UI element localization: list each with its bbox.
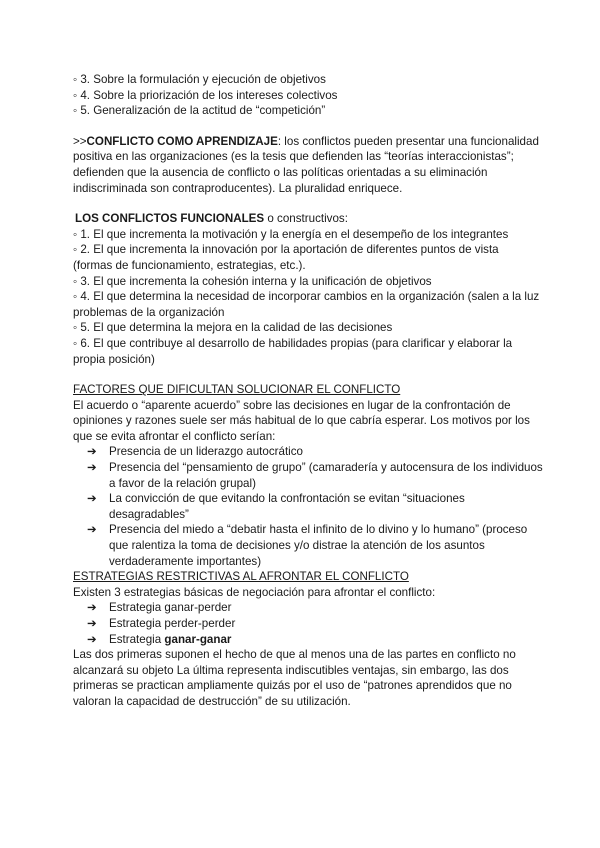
list-item: ◦ 5. El que determina la mejora en la calidad de las decisiones <box>73 321 393 335</box>
funcionales-section <box>73 211 543 367</box>
funcionales-title: LOS CONFLICTOS FUNCIONALES <box>75 212 265 226</box>
list-item: ◦ 1. El que incrementa la motivación y la energía en el desempeño de los integrantes <box>73 227 509 241</box>
paragraph-line: Las dos primeras suponen el hecho de que al menos una de las partes en conflicto no <box>73 648 516 662</box>
list-item: ➔ Presencia del “pensamiento de grupo” (camaradería y autocensura de los individuos a favor de la relación grupal) <box>87 461 543 490</box>
paragraph-line: defienden que la ausencia de conflicto o las políticas orientadas a su eliminación <box>73 165 488 179</box>
paragraph-line: El acuerdo o “aparente acuerdo” sobre las decisiones en lugar de la confrontación de <box>73 398 511 412</box>
list-item: (formas de funcionamiento, estrategias, etc.). <box>73 258 306 272</box>
list-item: ➔ Estrategia perder-perder <box>87 617 236 630</box>
aprendizaje-paragraph <box>73 134 543 196</box>
arrow-icon: ➔ <box>87 632 97 646</box>
paragraph-line: primeras se practican ampliamente quizás por el uso de “patrones aprendidos que no <box>73 679 512 693</box>
emphasis: ganar-ganar <box>164 632 232 646</box>
estrategias-heading: ESTRATEGIAS RESTRICTIVAS AL AFRONTAR EL CONFLICTO <box>73 570 409 584</box>
list-item: problemas de la organización <box>73 305 225 319</box>
list-item: ➔ Presencia de un liderazgo autocrático <box>87 445 303 459</box>
estrategias-section <box>73 569 543 709</box>
arrow-icon: ➔ <box>87 601 97 615</box>
paragraph-line: valoran la capacidad de destrucción” de su utilización. <box>73 694 351 708</box>
paragraph-line: : los conflictos pueden presentar una funcionalidad <box>277 134 539 148</box>
list-item: ➔ Presencia del miedo a “debatir hasta el infinito de lo divino y lo humano” (proceso que ralentiza la toma de decisiones y/o distrae la atención de los asuntos verdaderamente importantes) <box>87 523 528 568</box>
paragraph-line: Existen 3 estrategias básicas de negociación para afrontar el conflicto: <box>73 585 436 599</box>
list-item: ➔ Estrategia ganar-ganar <box>87 632 232 646</box>
arrow-icon: ➔ <box>87 461 97 475</box>
document-body <box>73 72 543 710</box>
paragraph-line: opiniones y razones suele ser más habitual de lo que cabría esperar. Los motivos por los <box>73 414 530 428</box>
list-item: ◦ 2. El que incrementa la innovación por la aportación de diferentes puntos de vista <box>73 243 499 257</box>
factores-section <box>73 382 543 569</box>
list-item: ◦ 4. Sobre la priorización de los intereses colectivos <box>73 88 338 102</box>
list-item: ◦ 6. El que contribuye al desarrollo de habilidades propias (para clarificar y elaborar la <box>73 336 513 350</box>
list-item: ◦ 4. El que determina la necesidad de incorporar cambios en la organización (salen a la luz <box>73 290 540 304</box>
aprendizaje-title: CONFLICTO COMO APRENDIZAJE <box>86 134 278 148</box>
list-item: ➔ La convicción de que evitando la confrontación se evitan “situaciones desagradables” <box>87 492 465 521</box>
list-item: ◦ 3. El que incrementa la cohesión interna y la unificación de objetivos <box>73 274 432 288</box>
paragraph-line: indiscriminada son contraproducentes). La pluralidad enriquece. <box>73 181 403 195</box>
list-item: ◦ 5. Generalización de la actitud de “competición” <box>73 104 326 118</box>
list-item: propia posición) <box>73 352 155 366</box>
paragraph-line: positiva en las organizaciones (es la tesis que defienden las “teorías interaccionistas”; <box>73 150 514 164</box>
paragraph-line: que se evita afrontar el conflicto serían: <box>73 429 276 443</box>
funcionales-title-suffix: o constructivos: <box>264 212 348 226</box>
aprendizaje-prefix: >> <box>73 134 87 148</box>
list-item: ◦ 3. Sobre la formulación y ejecución de objetivos <box>73 73 326 86</box>
factores-heading: FACTORES QUE DIFICULTAN SOLUCIONAR EL CONFLICTO <box>73 383 401 397</box>
arrow-icon: ➔ <box>87 617 97 630</box>
arrow-icon: ➔ <box>87 523 97 537</box>
arrow-icon: ➔ <box>87 492 97 506</box>
objectives-list <box>73 72 543 119</box>
list-item: ➔ Estrategia ganar-perder <box>87 601 232 615</box>
arrow-icon: ➔ <box>87 445 97 459</box>
paragraph-line: alcanzará su objeto La última representa indiscutibles ventajas, sin embargo, las dos <box>73 663 509 677</box>
